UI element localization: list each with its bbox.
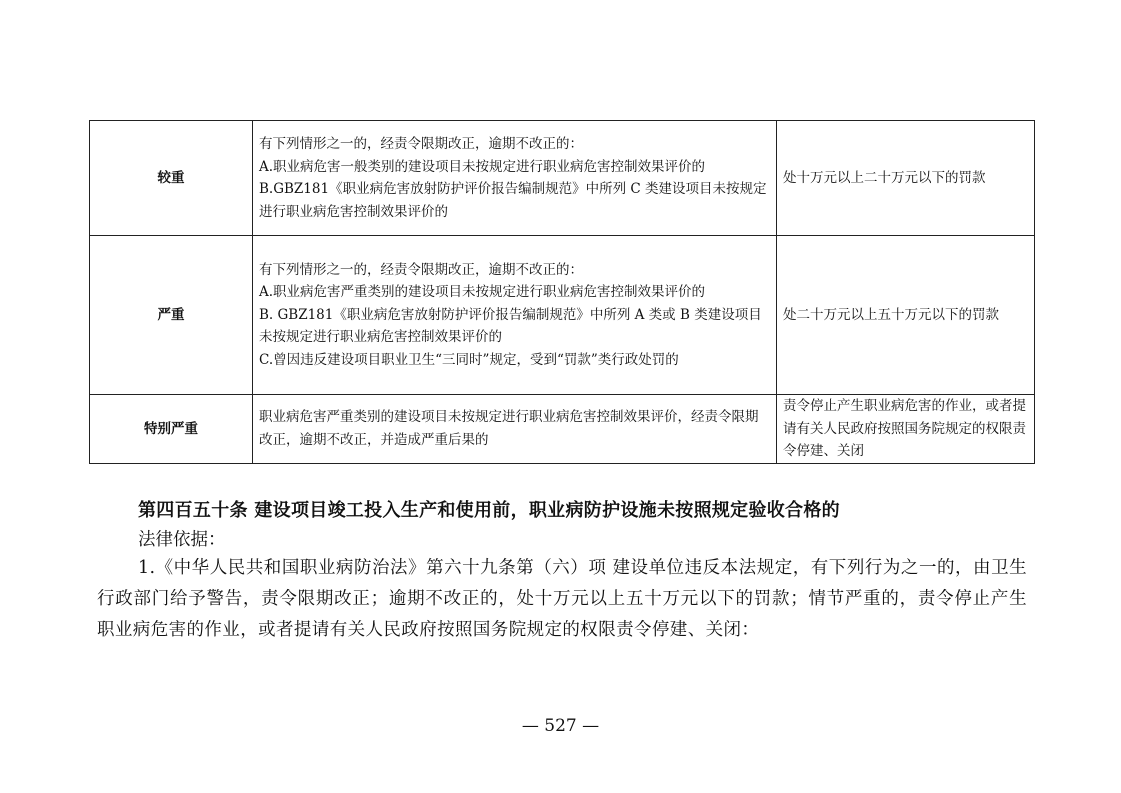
- penalty-table: [89, 120, 1035, 464]
- legal-basis-label: 法律依据：: [138, 530, 226, 550]
- condition-line: 有下列情形之一的，经责令限期改正，逾期不改正的：: [259, 261, 583, 278]
- penalty-description: 处二十万元以上五十万元以下的罚款: [777, 236, 1035, 395]
- condition-line: A.职业病危害严重类别的建设项目未按规定进行职业病危害控制效果评价的: [259, 284, 706, 301]
- penalty-description: 处十万元以上二十万元以下的罚款: [777, 121, 1035, 236]
- law-text-paragraph: 1.《中华人民共和国职业病防治法》第六十九条第（六）项 建设单位违反本法规定，有下列行为之一的，由卫生行政部门给予警告，责令限期改正；逾期不改正的，处十万元以上五十万元以下的罚款；情节严重的，责令停止产生职业病危害的作业，或者提请有关人民政府按照国务院规定的权限责令停建、关闭：: [97, 558, 1027, 640]
- article-title: 第四百五十条 建设项目竣工投入生产和使用前，职业病防护设施未按照规定验收合格的: [138, 500, 840, 521]
- table-row: [90, 395, 1035, 464]
- violation-conditions: [253, 121, 777, 236]
- condition-line: C.曾因违反建设项目职业卫生“三同时”规定，受到“罚款”类行政处罚的: [259, 351, 679, 368]
- severity-level: 特别严重: [90, 395, 253, 464]
- table-row: [90, 121, 1035, 236]
- penalty-description: 责令停止产生职业病危害的作业，或者提请有关人民政府按照国务院规定的权限责令停建、关闭: [777, 395, 1035, 464]
- violation-conditions: [253, 236, 777, 395]
- condition-line: A.职业病危害一般类别的建设项目未按规定进行职业病危害控制效果评价的: [259, 158, 706, 175]
- condition-line: B. GBZ181《职业病危害放射防护评价报告编制规范》中所列 A 类或 B 类建设项目未按规定进行职业病危害控制效果评价的: [259, 306, 762, 346]
- page-number: — 527 —: [521, 716, 600, 736]
- violation-conditions: [253, 395, 777, 464]
- condition-line: 有下列情形之一的，经责令限期改正，逾期不改正的：: [259, 136, 583, 152]
- condition-line: B.GBZ181《职业病危害放射防护评价报告编制规范》中所列 C 类建设项目未按规定进行职业病危害控制效果评价的: [259, 181, 767, 220]
- severity-level: 较重: [90, 121, 253, 236]
- table-row: [90, 236, 1035, 395]
- severity-level: 严重: [90, 236, 253, 395]
- condition-line: 职业病危害严重类别的建设项目未按规定进行职业病危害控制效果评价，经责令限期改正，逾期不改正，并造成严重后果的: [259, 409, 759, 448]
